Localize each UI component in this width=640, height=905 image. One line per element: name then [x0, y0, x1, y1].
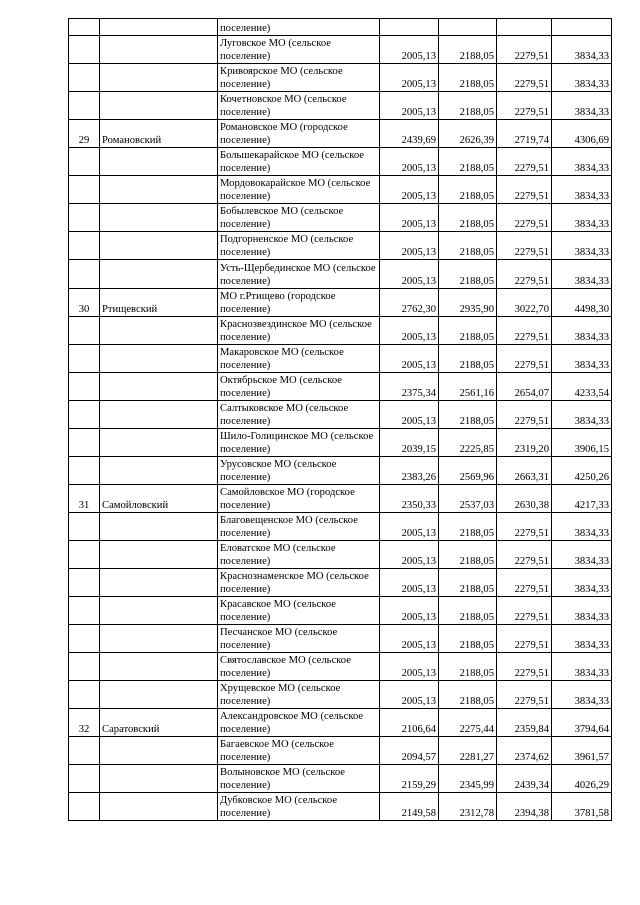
municipality-cell: Краснозвездинское МО (сельское поселение) — [218, 317, 380, 345]
row-number-cell — [69, 176, 100, 204]
district-cell — [100, 36, 218, 64]
value-cell: 3961,57 — [552, 737, 612, 765]
value-cell: 3834,33 — [552, 653, 612, 681]
table-row — [69, 232, 612, 260]
value-cell: 2374,62 — [497, 737, 552, 765]
value-cell: 3834,33 — [552, 260, 612, 289]
row-number-cell — [69, 429, 100, 457]
value-cell: 2005,13 — [380, 401, 439, 429]
value-cell: 3906,15 — [552, 429, 612, 457]
value-cell: 2626,39 — [439, 120, 497, 148]
value-cell: 3834,33 — [552, 541, 612, 569]
value-cell: 2188,05 — [439, 64, 497, 92]
value-cell: 3834,33 — [552, 569, 612, 597]
value-cell: 2281,27 — [439, 737, 497, 765]
municipality-cell: Самойловское МО (городское поселение) — [218, 485, 380, 513]
value-cell: 2561,16 — [439, 373, 497, 401]
row-number-cell — [69, 19, 100, 36]
municipality-cell: Песчанское МО (сельское поселение) — [218, 625, 380, 653]
municipality-cell: Усть-Щербединское МО (сельское поселение) — [218, 260, 380, 289]
value-cell: 2188,05 — [439, 260, 497, 289]
row-number-cell — [69, 569, 100, 597]
value-cell: 2350,33 — [380, 485, 439, 513]
row-number-cell — [69, 204, 100, 232]
value-cell: 2005,13 — [380, 204, 439, 232]
table-row — [69, 485, 612, 513]
row-number-cell — [69, 653, 100, 681]
district-cell — [100, 64, 218, 92]
table-row — [69, 737, 612, 765]
value-cell: 3834,33 — [552, 232, 612, 260]
district-cell — [100, 569, 218, 597]
value-cell: 2188,05 — [439, 653, 497, 681]
value-cell: 2319,20 — [497, 429, 552, 457]
table-row — [69, 92, 612, 120]
table-row — [69, 120, 612, 148]
municipality-cell: Багаевское МО (сельское поселение) — [218, 737, 380, 765]
municipality-cell: Краснознаменское МО (сельское поселение) — [218, 569, 380, 597]
table-row — [69, 597, 612, 625]
value-cell: 2279,51 — [497, 681, 552, 709]
value-cell: 2279,51 — [497, 345, 552, 373]
table-row — [69, 793, 612, 821]
value-cell: 3834,33 — [552, 317, 612, 345]
value-cell: 3834,33 — [552, 36, 612, 64]
table-row — [69, 541, 612, 569]
value-cell: 2279,51 — [497, 176, 552, 204]
municipality-cell: Святославское МО (сельское поселение) — [218, 653, 380, 681]
value-cell: 2279,51 — [497, 92, 552, 120]
value-cell: 2188,05 — [439, 36, 497, 64]
value-cell: 2935,90 — [439, 289, 497, 317]
district-cell — [100, 260, 218, 289]
district-cell — [100, 204, 218, 232]
table-row — [69, 765, 612, 793]
value-cell: 2005,13 — [380, 681, 439, 709]
value-cell: 2275,44 — [439, 709, 497, 737]
value-cell: 3022,70 — [497, 289, 552, 317]
value-cell: 2279,51 — [497, 401, 552, 429]
value-cell: 2188,05 — [439, 176, 497, 204]
table-row — [69, 148, 612, 176]
value-cell: 2654,07 — [497, 373, 552, 401]
value-cell: 2005,13 — [380, 541, 439, 569]
value-cell: 2149,58 — [380, 793, 439, 821]
municipality-cell: Дубковское МО (сельское поселение) — [218, 793, 380, 821]
value-cell: 3834,33 — [552, 204, 612, 232]
district-cell — [100, 681, 218, 709]
value-cell: 2188,05 — [439, 569, 497, 597]
table-row — [69, 569, 612, 597]
value-cell: 2279,51 — [497, 513, 552, 541]
value-cell: 2005,13 — [380, 317, 439, 345]
value-cell: 2188,05 — [439, 317, 497, 345]
table-row — [69, 36, 612, 64]
district-cell — [100, 317, 218, 345]
row-number-cell — [69, 681, 100, 709]
value-cell: 2005,13 — [380, 148, 439, 176]
row-number-cell — [69, 148, 100, 176]
value-cell: 3834,33 — [552, 681, 612, 709]
row-number-cell — [69, 232, 100, 260]
district-cell — [100, 737, 218, 765]
municipality-cell: Кривоярское МО (сельское поселение) — [218, 64, 380, 92]
district-cell — [100, 597, 218, 625]
row-number-cell: 30 — [69, 289, 100, 317]
value-cell: 2394,38 — [497, 793, 552, 821]
municipality-cell: Красавское МО (сельское поселение) — [218, 597, 380, 625]
value-cell: 2279,51 — [497, 541, 552, 569]
district-cell — [100, 625, 218, 653]
value-cell: 2005,13 — [380, 569, 439, 597]
value-cell: 2279,51 — [497, 597, 552, 625]
value-cell: 2005,13 — [380, 345, 439, 373]
value-cell: 2188,05 — [439, 513, 497, 541]
value-cell: 2005,13 — [380, 232, 439, 260]
value-cell: 2225,85 — [439, 429, 497, 457]
municipality-cell: Кочетновское МО (сельское поселение) — [218, 92, 380, 120]
table-row — [69, 204, 612, 232]
row-number-cell — [69, 64, 100, 92]
row-number-cell — [69, 541, 100, 569]
table-row — [69, 19, 612, 36]
district-cell — [100, 457, 218, 485]
row-number-cell — [69, 625, 100, 653]
value-cell: 2188,05 — [439, 597, 497, 625]
value-cell: 3834,33 — [552, 513, 612, 541]
table-row — [69, 373, 612, 401]
value-cell: 2188,05 — [439, 148, 497, 176]
district-cell — [100, 541, 218, 569]
value-cell: 2383,26 — [380, 457, 439, 485]
value-cell: 4026,29 — [552, 765, 612, 793]
value-cell: 2005,13 — [380, 597, 439, 625]
value-cell: 2279,51 — [497, 569, 552, 597]
row-number-cell — [69, 36, 100, 64]
value-cell: 3834,33 — [552, 176, 612, 204]
municipality-cell: поселение) — [218, 19, 380, 36]
municipality-cell: Луговское МО (сельское поселение) — [218, 36, 380, 64]
table-row — [69, 709, 612, 737]
value-cell: 2005,13 — [380, 260, 439, 289]
value-cell: 2439,34 — [497, 765, 552, 793]
value-cell: 3834,33 — [552, 92, 612, 120]
table-row — [69, 289, 612, 317]
value-cell — [552, 19, 612, 36]
value-cell: 2312,78 — [439, 793, 497, 821]
municipality-cell: МО г.Ртищево (городское поселение) — [218, 289, 380, 317]
value-cell: 2094,57 — [380, 737, 439, 765]
table-row — [69, 401, 612, 429]
district-cell — [100, 176, 218, 204]
district-cell — [100, 232, 218, 260]
value-cell — [497, 19, 552, 36]
value-cell: 2279,51 — [497, 204, 552, 232]
value-cell: 2279,51 — [497, 148, 552, 176]
row-number-cell — [69, 597, 100, 625]
district-cell: Романовский — [100, 120, 218, 148]
table-row — [69, 317, 612, 345]
value-cell: 2039,15 — [380, 429, 439, 457]
table-row — [69, 345, 612, 373]
value-cell: 2005,13 — [380, 92, 439, 120]
value-cell: 2537,03 — [439, 485, 497, 513]
row-number-cell: 29 — [69, 120, 100, 148]
municipality-cell: Макаровское МО (сельское поселение) — [218, 345, 380, 373]
value-cell: 3834,33 — [552, 401, 612, 429]
row-number-cell — [69, 345, 100, 373]
municipality-cell: Еловатское МО (сельское поселение) — [218, 541, 380, 569]
value-cell: 2719,74 — [497, 120, 552, 148]
row-number-cell — [69, 765, 100, 793]
row-number-cell — [69, 317, 100, 345]
table-row — [69, 64, 612, 92]
value-cell: 2005,13 — [380, 513, 439, 541]
municipality-cell: Подгорненское МО (сельское поселение) — [218, 232, 380, 260]
row-number-cell — [69, 457, 100, 485]
municipality-cell: Бобылевское МО (сельское поселение) — [218, 204, 380, 232]
value-cell: 2439,69 — [380, 120, 439, 148]
value-cell: 2279,51 — [497, 232, 552, 260]
value-cell: 2106,64 — [380, 709, 439, 737]
district-cell — [100, 429, 218, 457]
municipality-cell: Романовское МО (городское поселение) — [218, 120, 380, 148]
value-cell: 2663,31 — [497, 457, 552, 485]
district-cell — [100, 19, 218, 36]
municipality-cell: Мордовокарайское МО (сельское поселение) — [218, 176, 380, 204]
value-cell: 2762,30 — [380, 289, 439, 317]
value-cell: 2005,13 — [380, 176, 439, 204]
value-cell: 2279,51 — [497, 260, 552, 289]
value-cell: 2375,34 — [380, 373, 439, 401]
municipality-cell: Благовещенское МО (сельское поселение) — [218, 513, 380, 541]
table-row — [69, 625, 612, 653]
table-row — [69, 176, 612, 204]
district-cell — [100, 653, 218, 681]
municipality-cell: Урусовское МО (сельское поселение) — [218, 457, 380, 485]
value-cell: 3834,33 — [552, 148, 612, 176]
value-cell: 2188,05 — [439, 681, 497, 709]
row-number-cell — [69, 513, 100, 541]
district-cell: Ртищевский — [100, 289, 218, 317]
row-number-cell — [69, 373, 100, 401]
value-cell — [439, 19, 497, 36]
row-number-cell: 32 — [69, 709, 100, 737]
value-cell: 2279,51 — [497, 625, 552, 653]
row-number-cell — [69, 793, 100, 821]
value-cell: 2188,05 — [439, 204, 497, 232]
row-number-cell: 31 — [69, 485, 100, 513]
table-row — [69, 429, 612, 457]
municipality-cell: Хрущевское МО (сельское поселение) — [218, 681, 380, 709]
value-cell: 2188,05 — [439, 625, 497, 653]
value-cell: 3781,58 — [552, 793, 612, 821]
municipality-cell: Большекарайское МО (сельское поселение) — [218, 148, 380, 176]
district-cell — [100, 513, 218, 541]
value-cell: 4306,69 — [552, 120, 612, 148]
tariff-table — [68, 18, 612, 821]
district-cell — [100, 345, 218, 373]
value-cell: 2188,05 — [439, 541, 497, 569]
value-cell: 2188,05 — [439, 401, 497, 429]
value-cell: 2630,38 — [497, 485, 552, 513]
value-cell: 2279,51 — [497, 317, 552, 345]
municipality-cell: Салтыковское МО (сельское поселение) — [218, 401, 380, 429]
district-cell — [100, 148, 218, 176]
value-cell: 2188,05 — [439, 232, 497, 260]
value-cell: 4217,33 — [552, 485, 612, 513]
district-cell — [100, 401, 218, 429]
row-number-cell — [69, 260, 100, 289]
value-cell — [380, 19, 439, 36]
value-cell: 2188,05 — [439, 345, 497, 373]
table-body — [69, 19, 612, 821]
value-cell: 2005,13 — [380, 36, 439, 64]
table-row — [69, 457, 612, 485]
table-row — [69, 653, 612, 681]
value-cell: 4250,26 — [552, 457, 612, 485]
municipality-cell: Волыновское МО (сельское поселение) — [218, 765, 380, 793]
value-cell: 2359,84 — [497, 709, 552, 737]
row-number-cell — [69, 92, 100, 120]
municipality-cell: Октябрьское МО (сельское поселение) — [218, 373, 380, 401]
value-cell: 2005,13 — [380, 64, 439, 92]
value-cell: 3834,33 — [552, 625, 612, 653]
district-cell — [100, 373, 218, 401]
district-cell — [100, 765, 218, 793]
value-cell: 2279,51 — [497, 36, 552, 64]
value-cell: 2569,96 — [439, 457, 497, 485]
table-row — [69, 513, 612, 541]
district-cell: Самойловский — [100, 485, 218, 513]
value-cell: 2188,05 — [439, 92, 497, 120]
table-row — [69, 260, 612, 289]
row-number-cell — [69, 737, 100, 765]
value-cell: 3834,33 — [552, 64, 612, 92]
value-cell: 3794,64 — [552, 709, 612, 737]
district-cell — [100, 793, 218, 821]
value-cell: 3834,33 — [552, 345, 612, 373]
value-cell: 4233,54 — [552, 373, 612, 401]
value-cell: 2279,51 — [497, 64, 552, 92]
municipality-cell: Шило-Голицинское МО (сельское поселение) — [218, 429, 380, 457]
row-number-cell — [69, 401, 100, 429]
district-cell: Саратовский — [100, 709, 218, 737]
district-cell — [100, 92, 218, 120]
value-cell: 2345,99 — [439, 765, 497, 793]
value-cell: 2005,13 — [380, 625, 439, 653]
value-cell: 3834,33 — [552, 597, 612, 625]
table-row — [69, 681, 612, 709]
value-cell: 4498,30 — [552, 289, 612, 317]
value-cell: 2159,29 — [380, 765, 439, 793]
value-cell: 2279,51 — [497, 653, 552, 681]
value-cell: 2005,13 — [380, 653, 439, 681]
municipality-cell: Александровское МО (сельское поселение) — [218, 709, 380, 737]
